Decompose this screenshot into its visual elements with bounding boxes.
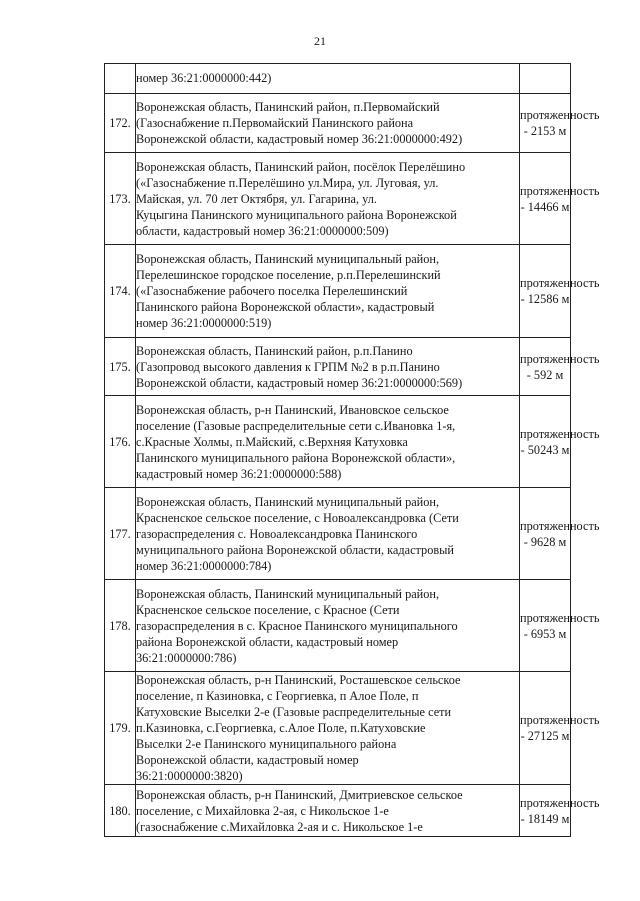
description-line: 36:21:0000000:3820) <box>136 769 243 783</box>
description-line: Катуховские Выселки 2-е (Газовые распределительные сети <box>136 705 452 719</box>
description-line: Выселки 2-е Панинского муниципального района <box>136 737 397 751</box>
measure-value: - 50243 м <box>520 442 570 457</box>
table-row <box>105 94 571 153</box>
description-line: п.Казиновка, с.Георгиевка, с.Алое Поле, п.Катуховские <box>136 721 426 735</box>
description-line: газораспределения в с. Красное Панинского муниципального <box>136 618 458 633</box>
description-line: Воронежской области, кадастровый номер 36:21:0000000:492) <box>136 132 463 146</box>
description-line: Воронежская область, Панинский муниципальный район, <box>136 252 440 266</box>
description-line: Воронежская область, Панинский муниципальный район, <box>136 586 440 601</box>
row-number-cell: 177. <box>105 488 136 580</box>
row-description-cell <box>136 488 520 580</box>
description-line: номер 36:21:0000000:519) <box>136 316 272 330</box>
description-line: 36:21:0000000:786) <box>136 650 237 665</box>
measure-label: протяженность <box>520 795 600 810</box>
description-line: Воронежская область, р-н Панинский, Росташевское сельское <box>136 673 461 687</box>
table-row <box>105 396 571 488</box>
row-number-cell: 180. <box>105 785 136 837</box>
row-number-cell: 172. <box>105 94 136 153</box>
description-line: Воронежская область, Панинский район, п.Первомайский <box>136 100 440 114</box>
row-number-cell: 173. <box>105 153 136 245</box>
row-measure-cell <box>520 580 600 672</box>
description-line: области, кадастровый номер 36:21:0000000:509) <box>136 223 389 238</box>
table-row <box>105 785 571 837</box>
page-number: 21 <box>314 34 326 48</box>
description-line: (Газопровод высокого давления к ГРПМ №2 в р.п.Панино <box>136 359 440 374</box>
description-line: поселение, с Михайловка 2-ая, с Никольское 1-е <box>136 803 389 818</box>
row-description-cell <box>136 580 520 672</box>
description-line: с.Красные Холмы, п.Майский, с.Верхняя Катуховка <box>136 434 408 449</box>
description-line: Воронежской области, кадастровый номер 36:21:0000000:569) <box>136 375 463 390</box>
row-number-cell: 174. <box>105 245 136 338</box>
description-line: Воронежская область, р-н Панинский, Дмитриевское сельское <box>136 787 463 802</box>
table-row <box>105 672 571 785</box>
row-measure-cell <box>520 64 571 94</box>
row-number-cell: 176. <box>105 396 136 488</box>
description-line: (газоснабжение с.Михайловка 2-ая и с. Никольское 1-е <box>136 819 423 834</box>
row-measure-cell <box>520 245 600 338</box>
description-line: поселение, п Казиновка, с Георгиевка, п Алое Поле, п <box>136 689 419 703</box>
row-measure-cell <box>520 785 600 837</box>
row-description-cell <box>136 338 520 396</box>
description-line: Красненское сельское поселение, с Красное (Сети <box>136 602 400 617</box>
description-line: («Газоснабжение п.Перелёшино ул.Мира, ул. Луговая, ул. <box>136 175 439 190</box>
row-measure-cell <box>520 672 600 785</box>
measure-label: протяженность <box>520 276 600 290</box>
description-line: муниципального района Воронежской области, кадастровый <box>136 542 454 557</box>
row-description-cell <box>136 245 520 338</box>
measure-value: - 2153 м <box>523 124 567 138</box>
table-row <box>105 488 571 580</box>
description-line: Панинского района Воронежской области», кадастровый <box>136 300 435 314</box>
table-row <box>105 245 571 338</box>
measure-value: - 14466 м <box>520 199 570 214</box>
measure-label: протяженность <box>520 351 600 366</box>
description-line: номер 36:21:0000000:784) <box>136 558 272 573</box>
table-row-continuation <box>105 64 571 94</box>
row-measure-cell <box>520 94 600 153</box>
measure-value: - 6953 м <box>523 626 567 641</box>
description-line: Куцыгина Панинского муниципального района Воронежской <box>136 207 457 222</box>
description-line: поселение (Газовые распределительные сети с.Ивановка 1-я, <box>136 418 456 433</box>
row-number-cell: 179. <box>105 672 136 785</box>
description-line: Воронежская область, Панинский район, посёлок Перелёшино <box>136 159 466 174</box>
measure-label: протяженность <box>520 183 600 198</box>
description-line: Воронежская область, Панинский муниципальный район, <box>136 494 440 509</box>
description-line: (Газоснабжение п.Первомайский Панинского района <box>136 116 414 130</box>
measure-label: протяженность <box>520 108 600 122</box>
row-measure-cell <box>520 396 600 488</box>
measure-label: протяженность <box>520 518 600 533</box>
objects-table <box>104 63 600 837</box>
description-line: («Газоснабжение рабочего поселка Перелешинский <box>136 284 408 298</box>
measure-value: - 12586 м <box>520 292 570 306</box>
row-description-cell <box>136 785 520 837</box>
row-number-cell <box>105 64 136 94</box>
description-line: Майская, ул. 70 лет Октября, ул. Гагарина, ул. <box>136 191 377 206</box>
description-line: кадастровый номер 36:21:0000000:588) <box>136 466 342 481</box>
description-line: Воронежской области, кадастровый номер <box>136 753 359 767</box>
description-line: Панинского муниципального района Воронежской области», <box>136 450 456 465</box>
table-row <box>105 580 571 672</box>
row-description-cell <box>136 672 520 785</box>
row-description-cell <box>136 94 520 153</box>
table-row <box>105 153 571 245</box>
measure-label: протяженность <box>520 426 600 441</box>
description-line: газораспределения с. Новоалександровка Панинского <box>136 526 418 541</box>
row-description-cell <box>136 396 520 488</box>
row-measure-cell <box>520 153 600 245</box>
measure-value: - 18149 м <box>520 811 570 826</box>
row-description-cell <box>136 153 520 245</box>
table-row <box>105 338 571 396</box>
row-number-cell: 175. <box>105 338 136 396</box>
description-line: Перелешинское городское поселение, р.п.Перелешинский <box>136 268 441 282</box>
description-line: Воронежская область, Панинский район, р.п.Панино <box>136 343 413 358</box>
measure-value: - 27125 м <box>520 729 570 743</box>
measure-label: протяженность <box>520 610 600 625</box>
measure-label: протяженность <box>520 713 600 727</box>
description-line: района Воронежской области, кадастровый номер <box>136 634 399 649</box>
row-measure-cell <box>520 338 600 396</box>
description-line: Красненское сельское поселение, с Новоалександровка (Сети <box>136 510 459 525</box>
row-measure-cell <box>520 488 600 580</box>
row-number-cell: 178. <box>105 580 136 672</box>
measure-value: - 592 м <box>526 367 564 382</box>
description-line: Воронежская область, р-н Панинский, Ивановское сельское <box>136 402 449 417</box>
description-line: номер 36:21:0000000:442) <box>136 71 272 85</box>
row-description-cell <box>136 64 520 94</box>
measure-value: - 9628 м <box>523 534 567 549</box>
